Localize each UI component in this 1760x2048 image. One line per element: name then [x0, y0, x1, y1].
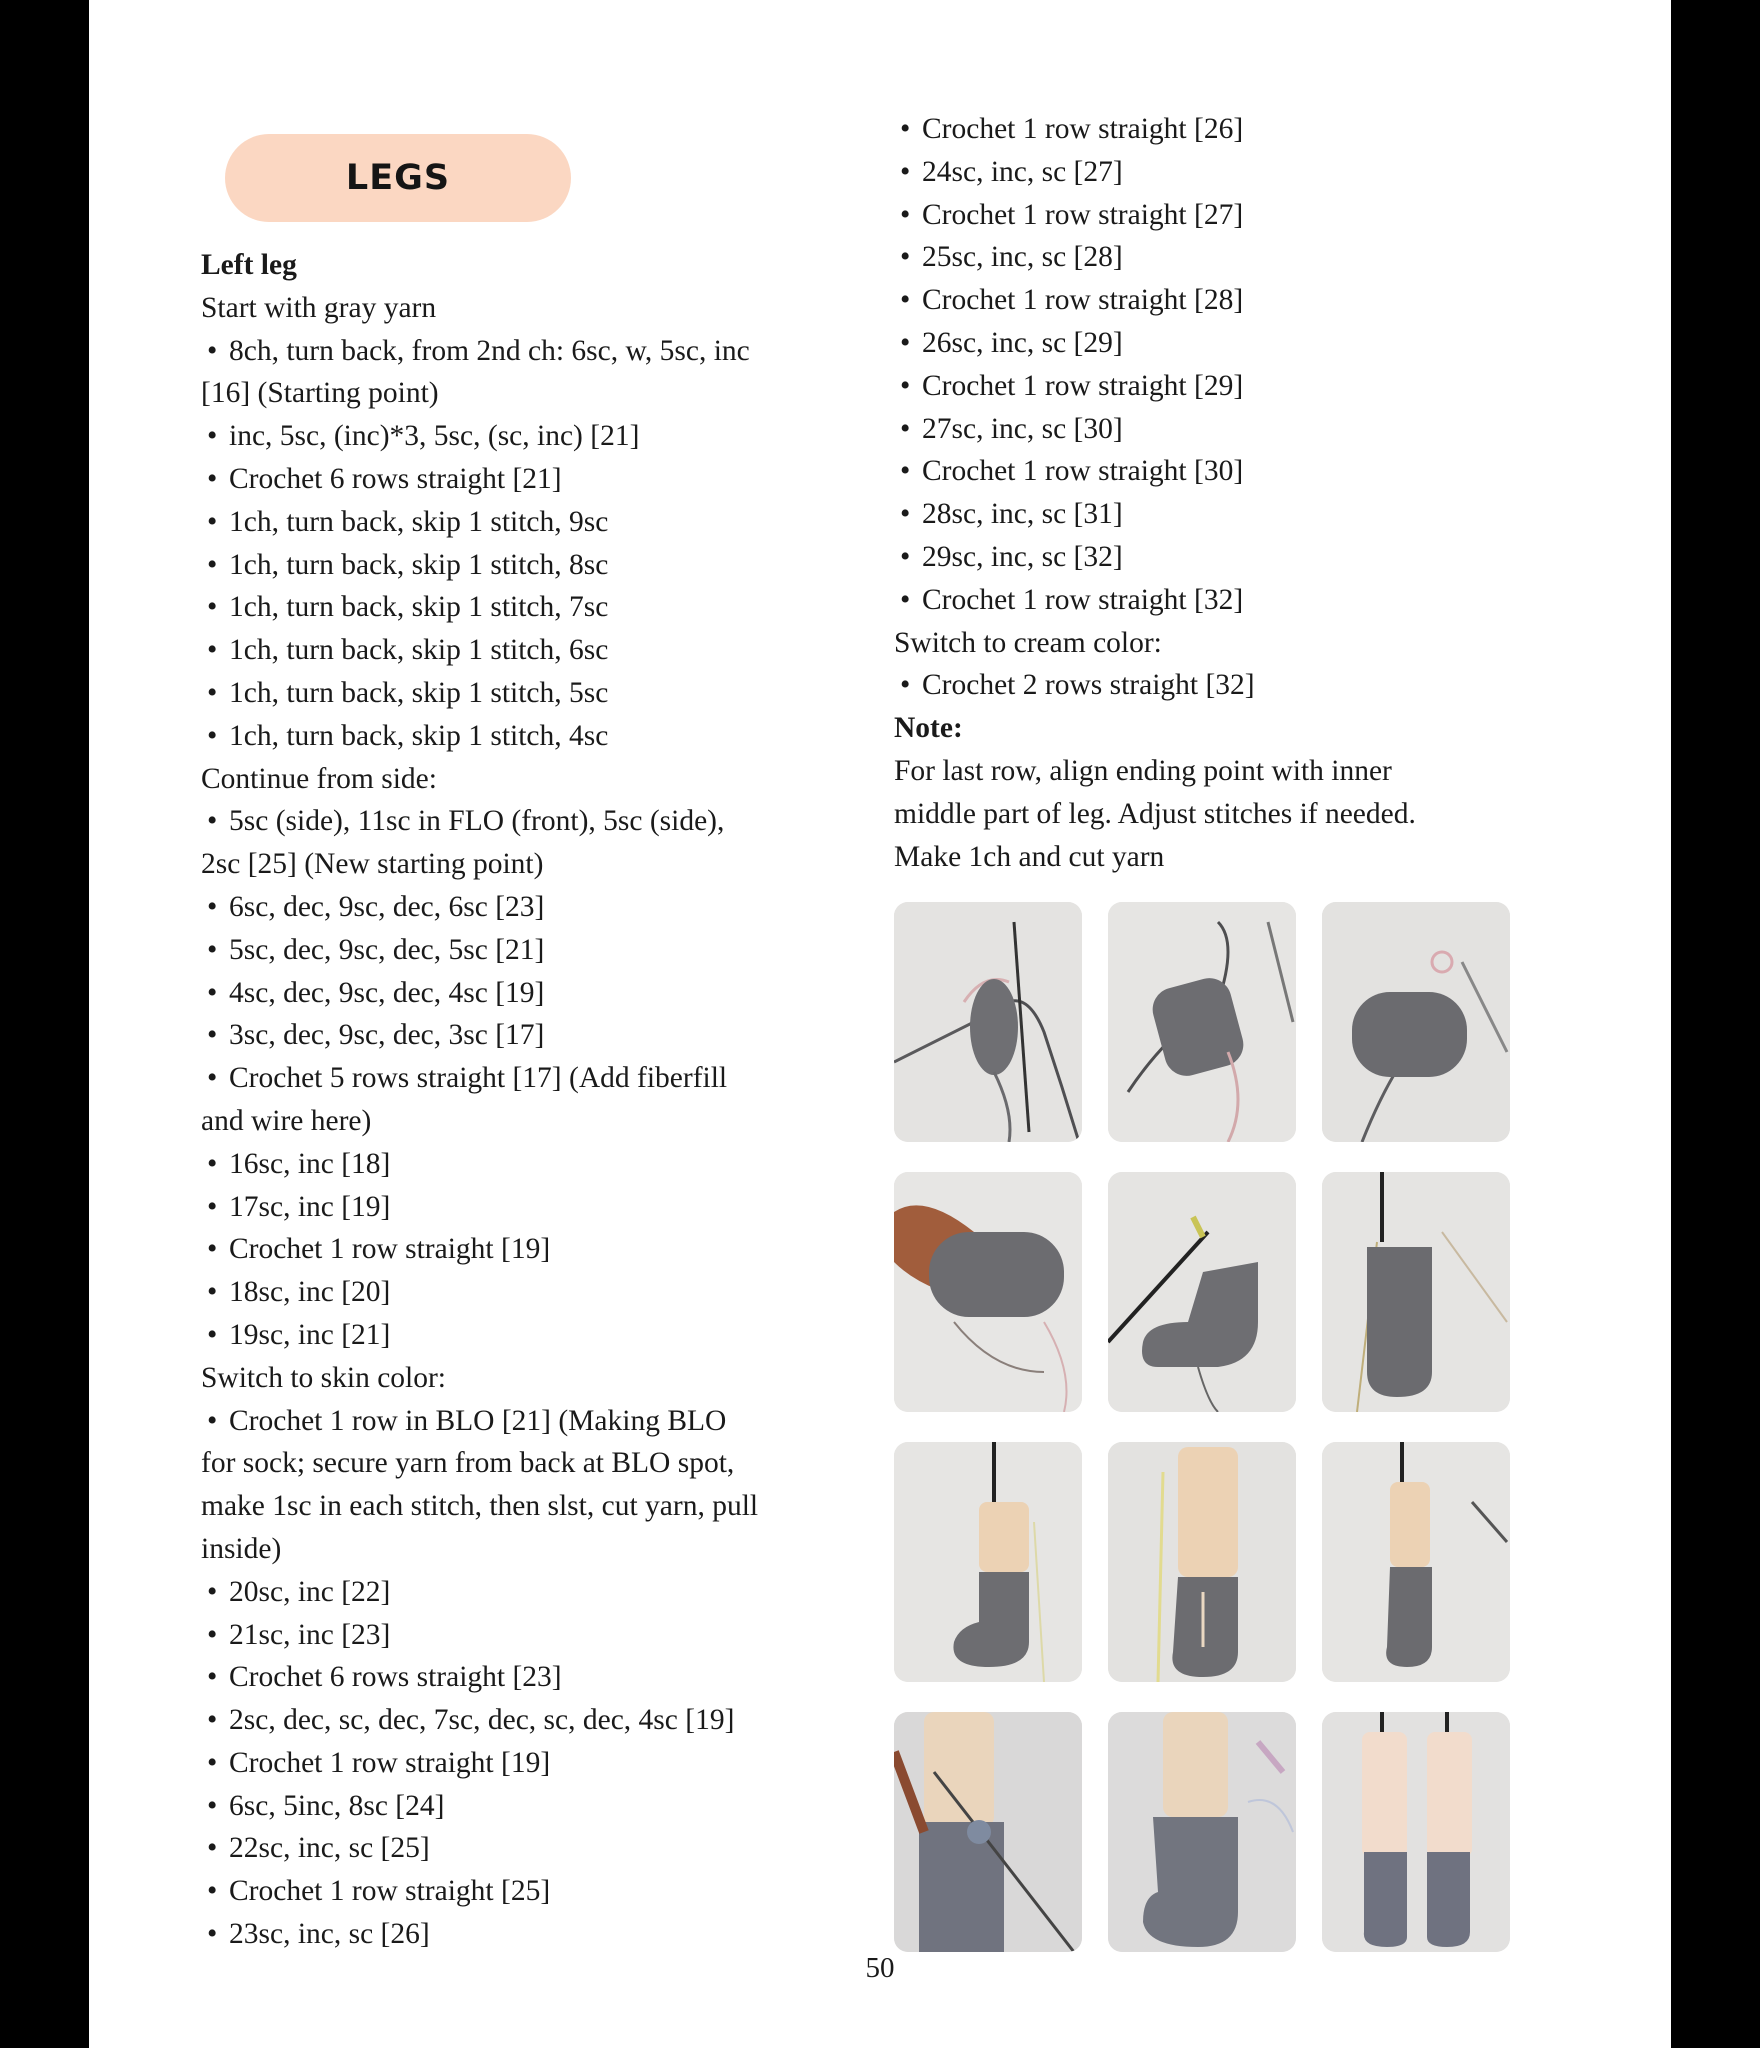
instruction-text: 6sc, dec, 9sc, dec, 6sc [23] — [229, 890, 545, 923]
instruction-step — [201, 1057, 811, 1100]
bullet-icon: • — [207, 634, 218, 667]
bullet-icon: • — [900, 540, 911, 573]
instruction-step — [894, 536, 1504, 579]
subheading: Left leg — [201, 249, 297, 281]
bullet-icon: • — [207, 719, 218, 752]
bullet-icon: • — [207, 1875, 218, 1908]
instruction-step — [894, 365, 1504, 408]
instruction-text: Crochet 1 row straight [25] — [229, 1875, 551, 1908]
bullet-icon: • — [900, 369, 911, 402]
section-title: LEGS — [345, 158, 451, 198]
bullet-icon: • — [207, 1618, 218, 1651]
instruction-continuation: [16] (Starting point) — [201, 377, 439, 410]
instruction-text: 5sc, dec, 9sc, dec, 5sc [21] — [229, 933, 545, 966]
photo-leg-boot-sewing — [894, 1712, 1082, 1952]
bullet-icon: • — [207, 548, 218, 581]
bullet-icon: • — [207, 1019, 218, 1052]
instruction-step — [201, 800, 811, 843]
instruction-text: Crochet 2 rows straight [32] — [922, 669, 1255, 702]
section-title-badge — [225, 134, 571, 222]
instruction-text: Crochet 5 rows straight [17] (Add fiberfill — [229, 1062, 728, 1095]
photo-grid — [894, 902, 1510, 1952]
photo-two-legs-finished — [1322, 1712, 1510, 1952]
bullet-icon: • — [207, 805, 218, 838]
instruction-step — [201, 929, 811, 972]
instruction-step — [201, 1656, 811, 1699]
bullet-icon: • — [207, 890, 218, 923]
instruction-step — [201, 1870, 811, 1913]
bullet-icon: • — [207, 676, 218, 709]
photo-toe-on-finger — [894, 1172, 1082, 1412]
bullet-icon: • — [207, 1832, 218, 1865]
instruction-step — [201, 1271, 811, 1314]
instruction-text: 25sc, inc, sc [28] — [922, 241, 1123, 274]
instruction-step — [894, 236, 1504, 279]
bullet-icon: • — [900, 583, 911, 616]
instruction-step — [201, 501, 811, 544]
instruction-text: 21sc, inc [23] — [229, 1618, 391, 1651]
instruction-text: 18sc, inc [20] — [229, 1276, 391, 1309]
instruction-text: 8ch, turn back, from 2nd ch: 6sc, w, 5sc, inc — [229, 334, 750, 367]
bullet-icon: • — [207, 420, 218, 453]
paragraph-line: For last row, align ending point with inner — [894, 754, 1392, 787]
bullet-icon: • — [207, 933, 218, 966]
bullet-icon: • — [207, 1575, 218, 1608]
bullet-icon: • — [900, 241, 911, 274]
instruction-text: 23sc, inc, sc [26] — [229, 1918, 430, 1951]
instruction-text: inc, 5sc, (inc)*3, 5sc, (sc, inc) [21] — [229, 420, 640, 453]
bullet-icon: • — [207, 1147, 218, 1180]
instruction-text: Crochet 1 row straight [27] — [922, 198, 1244, 231]
instruction-step — [894, 151, 1504, 194]
instruction-text: 1ch, turn back, skip 1 stitch, 8sc — [229, 548, 609, 581]
instruction-step — [894, 322, 1504, 365]
bullet-icon: • — [207, 1276, 218, 1309]
bullet-icon: • — [900, 198, 911, 231]
instruction-text: Crochet 1 row straight [30] — [922, 455, 1244, 488]
instruction-step — [201, 330, 811, 373]
instruction-text: Crochet 1 row straight [32] — [922, 583, 1244, 616]
instruction-text: 5sc (side), 11sc in FLO (front), 5sc (side), — [229, 805, 725, 838]
instruction-text: 4sc, dec, 9sc, dec, 4sc [19] — [229, 976, 545, 1009]
instruction-step — [201, 1143, 811, 1186]
instruction-step — [201, 1913, 811, 1956]
instruction-step — [201, 1400, 811, 1443]
instruction-text: 29sc, inc, sc [32] — [922, 540, 1123, 573]
paragraph-line: Switch to skin color: — [201, 1361, 447, 1394]
instruction-step — [894, 408, 1504, 451]
bullet-icon: • — [207, 1318, 218, 1351]
instruction-step — [201, 458, 811, 501]
photo-leg-skin-rows — [1108, 1442, 1296, 1682]
instruction-step — [201, 629, 811, 672]
instruction-step — [894, 194, 1504, 237]
paragraph-line: Start with gray yarn — [201, 291, 437, 324]
instruction-continuation: 2sc [25] (New starting point) — [201, 848, 544, 881]
photo-leg-cream-top — [1322, 1442, 1510, 1682]
bullet-icon: • — [900, 155, 911, 188]
instruction-step — [201, 715, 811, 758]
instruction-step — [894, 450, 1504, 493]
bullet-icon: • — [207, 976, 218, 1009]
instruction-text: 1ch, turn back, skip 1 stitch, 5sc — [229, 676, 609, 709]
bullet-icon: • — [900, 669, 911, 702]
right-text-column — [894, 108, 1504, 878]
instruction-step — [201, 1014, 811, 1057]
instruction-step — [201, 1186, 811, 1229]
bullet-icon: • — [207, 1062, 218, 1095]
instruction-text: 26sc, inc, sc [29] — [922, 326, 1123, 359]
bullet-icon: • — [207, 1190, 218, 1223]
instruction-step — [201, 1614, 811, 1657]
instruction-step — [201, 886, 811, 929]
document-page — [89, 0, 1671, 2048]
bullet-icon: • — [900, 412, 911, 445]
instruction-text: 1ch, turn back, skip 1 stitch, 9sc — [229, 505, 609, 538]
instruction-text: 1ch, turn back, skip 1 stitch, 7sc — [229, 591, 609, 624]
instruction-text: 2sc, dec, sc, dec, 7sc, dec, sc, dec, 4sc [19] — [229, 1704, 735, 1737]
bullet-icon: • — [900, 284, 911, 317]
left-text-column — [201, 244, 811, 1956]
bullet-icon: • — [900, 455, 911, 488]
bullet-icon: • — [207, 334, 218, 367]
instruction-step — [201, 1228, 811, 1271]
instruction-step — [201, 415, 811, 458]
instruction-text: 28sc, inc, sc [31] — [922, 498, 1123, 531]
instruction-step — [201, 1571, 811, 1614]
paragraph-line: Switch to cream color: — [894, 626, 1162, 659]
photo-toe-shaped — [1322, 902, 1510, 1142]
instruction-step — [201, 1742, 811, 1785]
bullet-icon: • — [207, 1233, 218, 1266]
photo-sock-with-wire — [1322, 1172, 1510, 1412]
instruction-text: 1ch, turn back, skip 1 stitch, 4sc — [229, 719, 609, 752]
instruction-text: 17sc, inc [19] — [229, 1190, 391, 1223]
instruction-text: 27sc, inc, sc [30] — [922, 412, 1123, 445]
instruction-text: Crochet 1 row straight [28] — [922, 284, 1244, 317]
instruction-text: 19sc, inc [21] — [229, 1318, 391, 1351]
photo-gray-oval-start — [894, 902, 1082, 1142]
instruction-text: 20sc, inc [22] — [229, 1575, 391, 1608]
instruction-step — [201, 1827, 811, 1870]
instruction-step — [894, 493, 1504, 536]
instruction-continuation: make 1sc in each stitch, then slst, cut yarn, pull — [201, 1490, 759, 1523]
bullet-icon: • — [207, 505, 218, 538]
subheading: Note: — [894, 712, 963, 745]
instruction-step — [894, 579, 1504, 622]
bullet-icon: • — [207, 1746, 218, 1779]
instruction-step — [894, 279, 1504, 322]
instruction-continuation: for sock; secure yarn from back at BLO spot, — [201, 1447, 735, 1480]
instruction-step — [201, 544, 811, 587]
photo-leg-boot-side — [1108, 1712, 1296, 1952]
instruction-step — [201, 1785, 811, 1828]
instruction-text: Crochet 1 row straight [19] — [229, 1746, 551, 1779]
bullet-icon: • — [207, 1404, 218, 1437]
bullet-icon: • — [900, 498, 911, 531]
bullet-icon: • — [207, 462, 218, 495]
instruction-text: 24sc, inc, sc [27] — [922, 155, 1123, 188]
instruction-step — [201, 672, 811, 715]
paragraph-line: Continue from side: — [201, 762, 437, 795]
bullet-icon: • — [207, 591, 218, 624]
instruction-text: Crochet 1 row straight [19] — [229, 1233, 551, 1266]
instruction-step — [201, 586, 811, 629]
paragraph-line: middle part of leg. Adjust stitches if needed. — [894, 797, 1416, 830]
instruction-text: 16sc, inc [18] — [229, 1147, 391, 1180]
instruction-text: Crochet 1 row straight [29] — [922, 369, 1244, 402]
bullet-icon: • — [900, 326, 911, 359]
bullet-icon: • — [900, 113, 911, 145]
bullet-icon: • — [207, 1704, 218, 1737]
instruction-step — [201, 1314, 811, 1357]
bullet-icon: • — [207, 1918, 218, 1951]
bullet-icon: • — [207, 1661, 218, 1694]
bullet-icon: • — [207, 1789, 218, 1822]
photo-gray-oval-rows — [1108, 902, 1296, 1142]
photo-sock-skin-band — [894, 1442, 1082, 1682]
instruction-text: 6sc, 5inc, 8sc [24] — [229, 1789, 445, 1822]
instruction-step — [894, 664, 1504, 707]
instruction-step — [201, 972, 811, 1015]
instruction-text: 1ch, turn back, skip 1 stitch, 6sc — [229, 634, 609, 667]
instruction-text: Crochet 1 row straight [26] — [922, 113, 1244, 145]
instruction-step — [201, 1699, 811, 1742]
instruction-text: 22sc, inc, sc [25] — [229, 1832, 430, 1865]
instruction-text: 3sc, dec, 9sc, dec, 3sc [17] — [229, 1019, 545, 1052]
instruction-step — [894, 108, 1504, 151]
instruction-continuation: inside) — [201, 1532, 282, 1565]
paragraph-line: Make 1ch and cut yarn — [894, 840, 1165, 873]
photo-foot-shaped — [1108, 1172, 1296, 1412]
instruction-continuation: and wire here) — [201, 1104, 372, 1137]
instruction-text: Crochet 1 row in BLO [21] (Making BLO — [229, 1404, 727, 1437]
instruction-text: Crochet 6 rows straight [23] — [229, 1661, 562, 1694]
page-number: 50 — [865, 1952, 895, 1984]
instruction-text: Crochet 6 rows straight [21] — [229, 462, 562, 495]
